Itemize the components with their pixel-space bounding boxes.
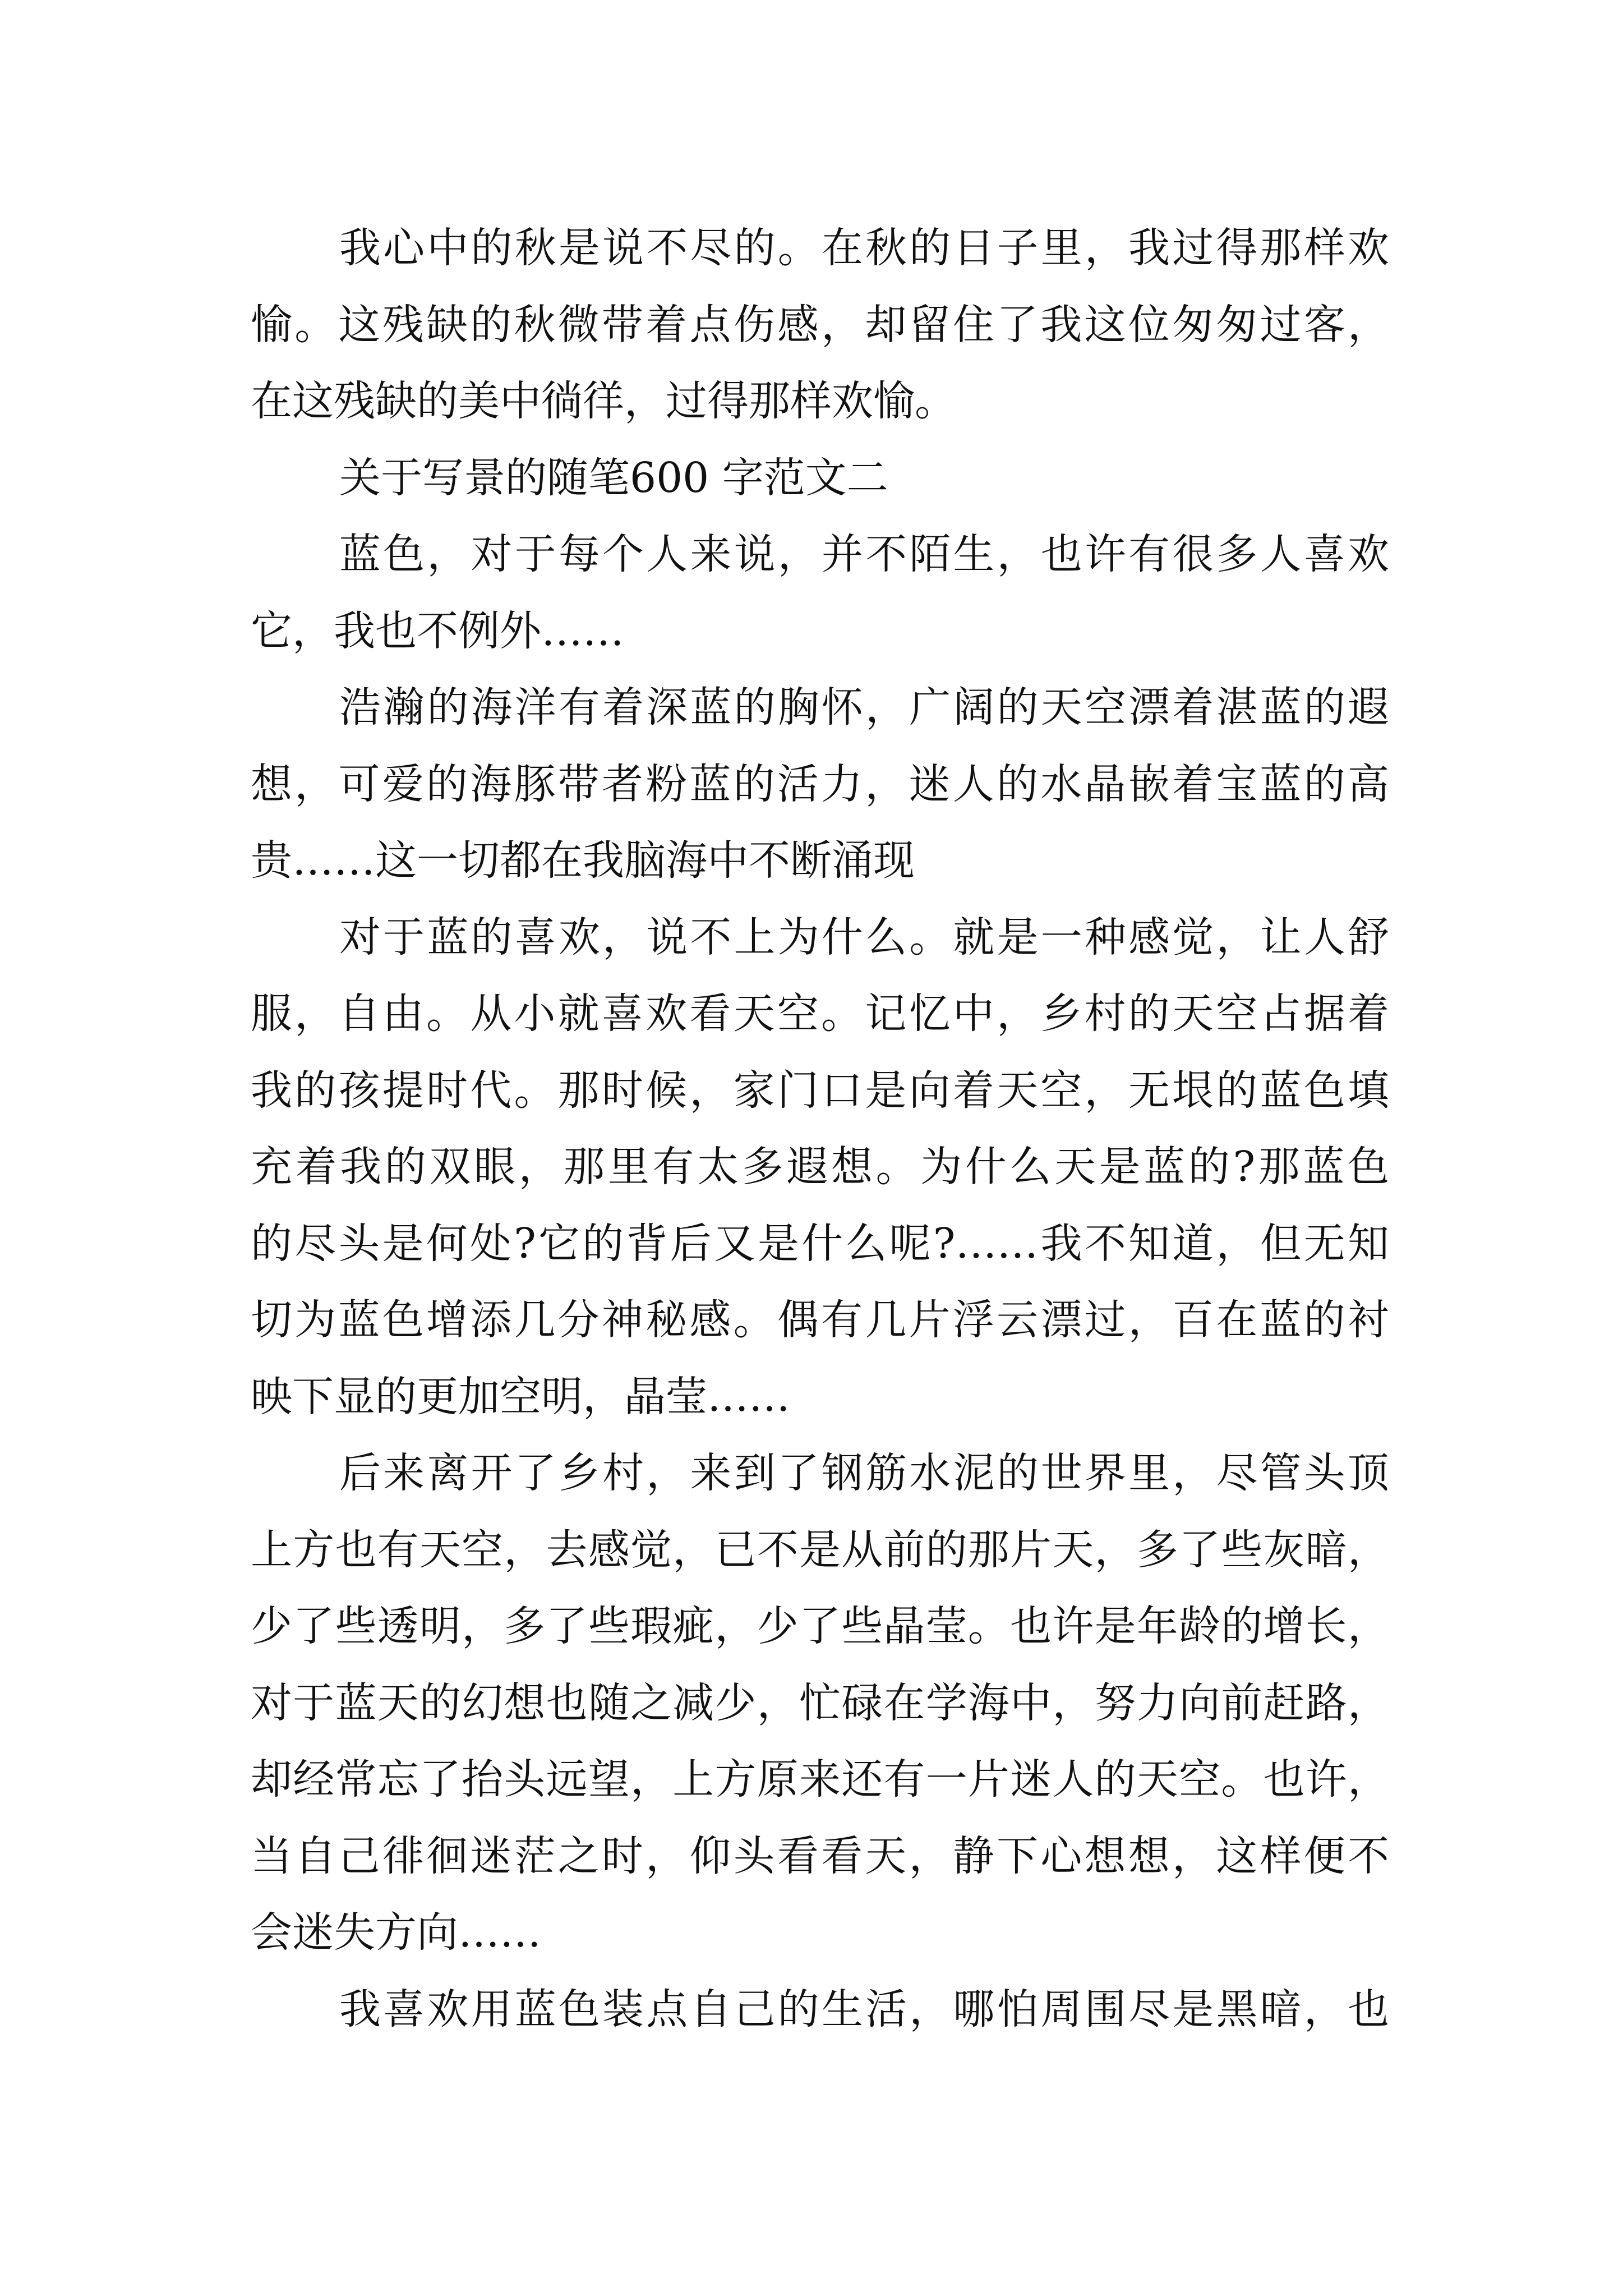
text-line: 当自己徘徊迷茫之时，仰头看看天，静下心想想，这样便不 xyxy=(251,1832,1389,1880)
text-line: 对于蓝的喜欢，说不上为什么。就是一种感觉，让人舒 xyxy=(339,913,1389,961)
text-line: 浩瀚的海洋有着深蓝的胸怀，广阔的天空漂着湛蓝的遐 xyxy=(339,683,1389,731)
text-line: 我心中的秋是说不尽的。在秋的日子里，我过得那样欢 xyxy=(339,224,1389,272)
text-line: 映下显的更加空明，晶莹…… xyxy=(251,1372,790,1421)
paragraph xyxy=(251,669,1389,899)
text-line: 的尽头是何处?它的背后又是什么呢?……我不知道，但无知 xyxy=(251,1219,1389,1268)
paragraph xyxy=(251,210,1389,440)
text-line: 我的孩提时代。那时候，家门口是向着天空，无垠的蓝色填 xyxy=(251,1066,1389,1115)
text-line: 会迷失方向…… xyxy=(251,1908,541,1957)
text-line: 想，可爱的海豚带者粉蓝的活力，迷人的水晶嵌着宝蓝的高 xyxy=(251,760,1389,808)
text-line: 贵……这一切都在我脑海中不断涌现 xyxy=(251,836,915,885)
text-line: 蓝色，对于每个人来说，并不陌生，也许有很多人喜欢 xyxy=(339,530,1389,578)
text-line: 它，我也不例外…… xyxy=(251,606,624,655)
text-line: 充着我的双眼，那里有太多遐想。为什么天是蓝的?那蓝色 xyxy=(251,1143,1389,1191)
section-heading xyxy=(251,440,1389,517)
paragraph xyxy=(251,899,1389,1435)
paragraph xyxy=(251,1435,1389,1971)
text-line: 少了些透明，多了些瑕疵，少了些晶莹。也许是年龄的增长， xyxy=(251,1602,1389,1650)
paragraph xyxy=(251,516,1389,669)
text-line: 对于蓝天的幻想也随之减少，忙碌在学海中，努力向前赶路， xyxy=(251,1678,1389,1727)
paragraph xyxy=(251,1971,1389,2048)
text-line: 服，自由。从小就喜欢看天空。记忆中，乡村的天空占据着 xyxy=(251,990,1389,1038)
text-line: 却经常忘了抬头远望，上方原来还有一片迷人的天空。也许， xyxy=(251,1755,1389,1803)
text-line: 上方也有天空，去感觉，已不是从前的那片天，多了些灰暗， xyxy=(251,1525,1389,1574)
text-line: 我喜欢用蓝色装点自己的生活，哪怕周围尽是黑暗，也 xyxy=(339,1985,1389,2033)
text-line: 愉。这残缺的秋微带着点伤感，却留住了我这位匆匆过客， xyxy=(251,300,1389,349)
heading-text: 关于写景的随笔600 字范文二 xyxy=(339,453,888,502)
text-line: 后来离开了乡村，来到了钢筋水泥的世界里，尽管头顶 xyxy=(339,1449,1389,1497)
text-line: 切为蓝色增添几分神秘感。偶有几片浮云漂过，百在蓝的衬 xyxy=(251,1296,1389,1344)
text-line: 在这残缺的美中徜徉，过得那样欢愉。 xyxy=(251,377,956,425)
document-body xyxy=(251,210,1389,2047)
